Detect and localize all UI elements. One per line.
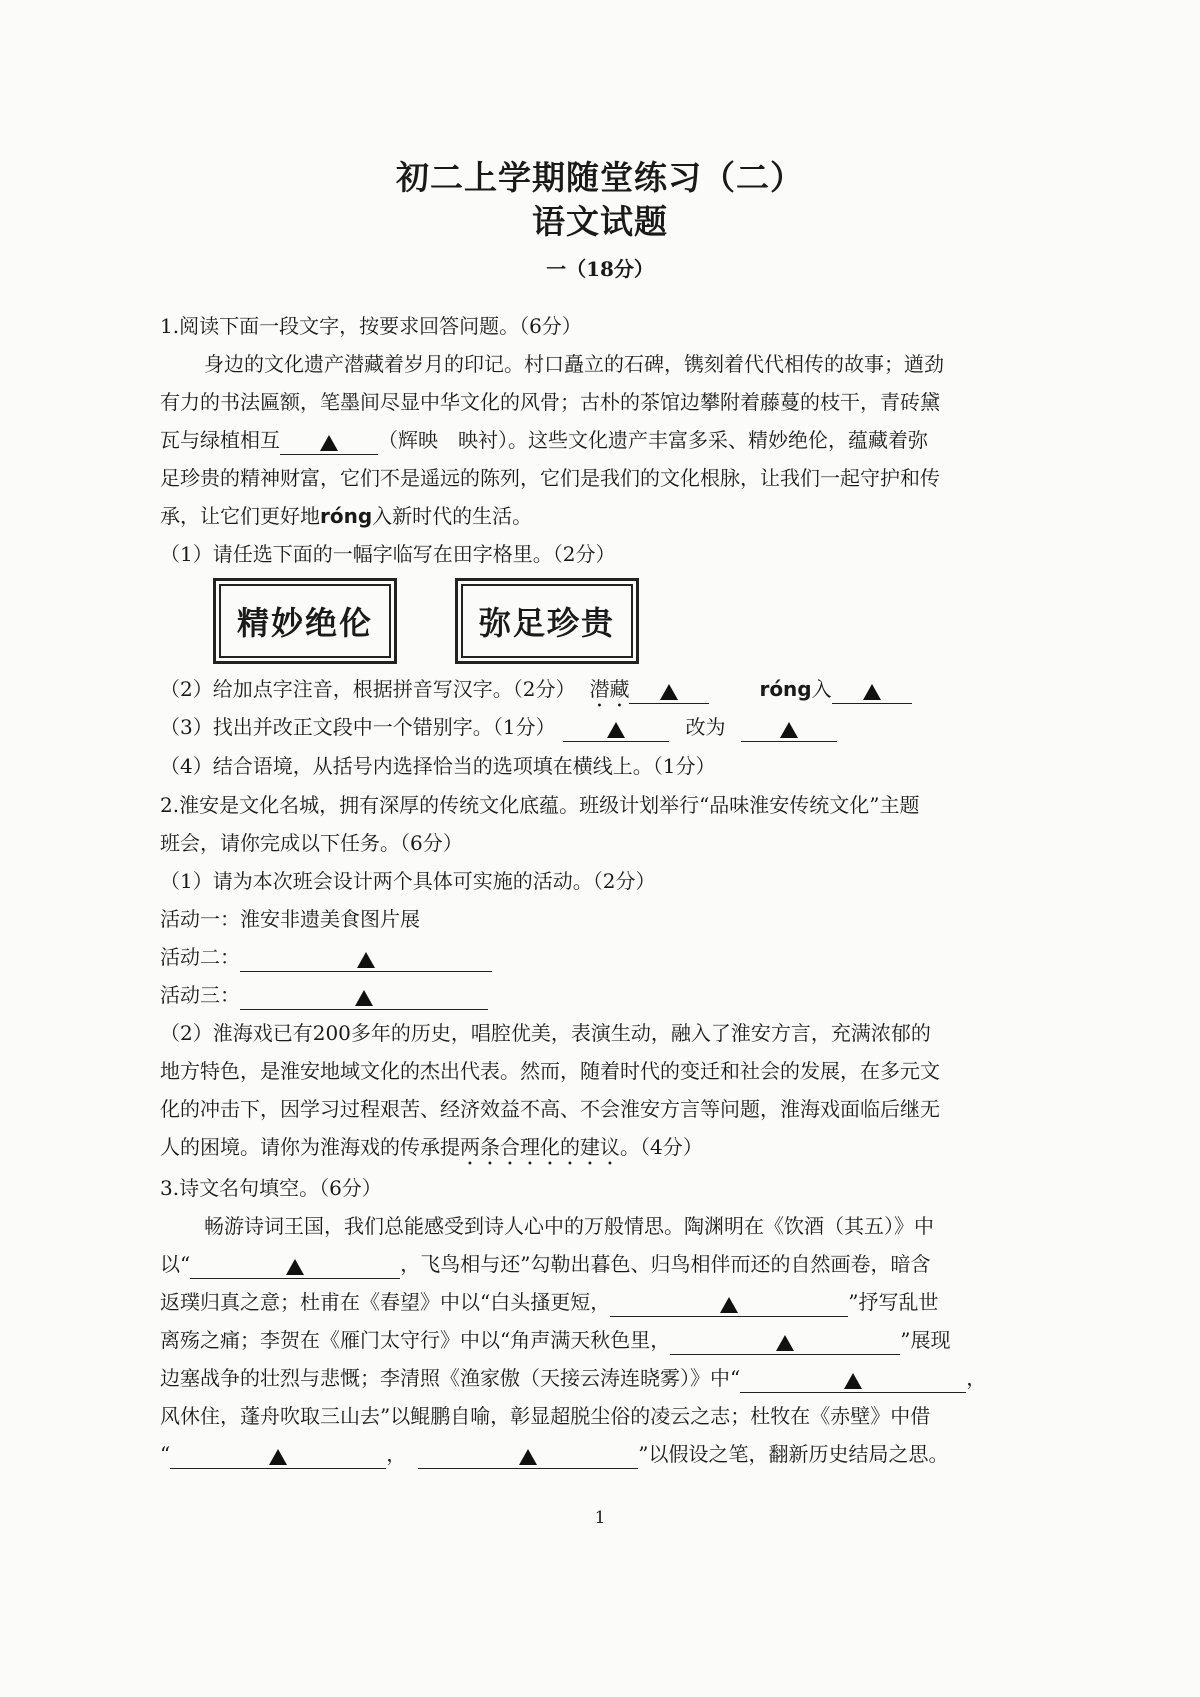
q2-sub2-line: 人的困境。请你为淮海戏的传承提两条合理化的建议。（4分） — [160, 1135, 703, 1159]
answer-blank[interactable] — [240, 987, 488, 1010]
q2-sub1: （1）请为本次班会设计两个具体可实施的活动。（2分） — [160, 869, 656, 893]
answer-blank[interactable] — [190, 1256, 400, 1279]
q1-sub1: （1）请任选下面的一幅字临写在田字格里。（2分） — [160, 542, 616, 566]
dotted-phrase: 两条合理化的建议 — [460, 1135, 620, 1159]
triangle-icon — [863, 684, 881, 700]
triangle-icon — [269, 1449, 287, 1465]
triangle-icon — [286, 1259, 304, 1275]
answer-blank[interactable] — [280, 432, 378, 455]
q2-stem: 2.淮安是文化名城，拥有深厚的传统文化底蕴。班级计划举行“品味淮安传统文化”主题 — [160, 793, 920, 817]
answer-blank[interactable] — [741, 719, 837, 742]
q1-passage-line: 身边的文化遗产潜藏着岁月的印记。村口矗立的石碑，镌刻着代代相传的故事；遒劲 — [204, 352, 944, 376]
answer-blank[interactable] — [670, 1332, 900, 1355]
answer-blank[interactable] — [740, 1370, 966, 1393]
calligraphy-box-1: 精妙绝伦 — [213, 578, 397, 664]
triangle-icon — [357, 952, 375, 968]
q2-sub2-line: （2）淮海戏已有200多年的历史，唱腔优美，表演生动，融入了淮安方言，充满浓郁的 — [160, 1021, 931, 1045]
q3-line: 以“ ，飞鸟相与还”勾勒出暮色、归鸟相伴而还的自然画卷，暗含 — [160, 1251, 1070, 1279]
q1-passage-line: 足珍贵的精神财富，它们不是遥远的陈列，它们是我们的文化根脉，让我们一起守护和传 — [160, 466, 940, 490]
section-heading: 一（18分） — [546, 257, 654, 281]
q1-passage-line: 有力的书法匾额，笔墨间尽显中华文化的风骨；古朴的茶馆边攀附着藤蔓的枝干，青砖黛 — [160, 390, 940, 414]
activity-2: 活动二： — [160, 944, 1070, 972]
triangle-icon — [720, 1297, 738, 1313]
exam-title: 初二上学期随堂练习（二） — [396, 158, 804, 197]
calligraphy-box-2: 弥足珍贵 — [455, 578, 639, 664]
q1-stem: 1.阅读下面一段文字，按要求回答问题。（6分） — [160, 314, 582, 338]
triangle-icon — [780, 722, 798, 738]
answer-blank[interactable] — [240, 949, 492, 972]
answer-blank[interactable] — [170, 1446, 386, 1469]
q3-line: 风休住，蓬舟吹取三山去”以鲲鹏自喻，彰显超脱尘俗的凌云之志；杜牧在《赤壁》中借 — [160, 1404, 931, 1428]
q3-line: 返璞归真之意；杜甫在《春望》中以“白头搔更短， ”抒写乱世 — [160, 1289, 1070, 1317]
triangle-icon — [519, 1449, 537, 1465]
triangle-icon — [776, 1335, 794, 1351]
q3-line: “ ， ”以假设之笔，翻新历史结局之思。 — [160, 1441, 1070, 1469]
triangle-icon — [607, 722, 625, 738]
triangle-icon — [320, 435, 338, 451]
dotted-word: 潜藏 — [589, 677, 630, 701]
triangle-icon — [660, 684, 678, 700]
q2-sub2-line: 化的冲击下，因学习过程艰苦、经济效益不高、不会淮安方言等问题，淮海戏面临后继无 — [160, 1097, 940, 1121]
q3-line: 边塞战争的壮烈与悲慨；李清照《渔家傲（天接云涛连晓雾）》中“ ， — [160, 1365, 1070, 1393]
answer-blank[interactable] — [610, 1294, 848, 1317]
triangle-icon — [355, 990, 373, 1006]
page-number: 1 — [594, 1508, 606, 1528]
answer-blank[interactable] — [629, 681, 709, 704]
q1-passage-line: 承，让它们更好地róng入新时代的生活。 — [160, 504, 533, 528]
answer-blank[interactable] — [832, 681, 912, 704]
pinyin-text: róng — [320, 504, 373, 528]
q1-sub4: （4）结合语境，从括号内选择恰当的选项填在横线上。（1分） — [160, 754, 716, 778]
q1-sub2: （2）给加点字注音，根据拼音写汉字。（2分） 潜藏 róng入 — [160, 676, 1070, 712]
q3-line: 畅游诗词王国，我们总能感受到诗人心中的万般情思。陶渊明在《饮酒（其五）》中 — [204, 1214, 934, 1238]
q2-sub2-line: 地方特色，是淮安地域文化的杰出代表。然而，随着时代的变迁和社会的发展，在多元文 — [160, 1059, 940, 1083]
pinyin-text: róng — [759, 677, 812, 701]
q3-line: 离殇之痛；李贺在《雁门太守行》中以“角声满天秋色里， ”展现 — [160, 1327, 1070, 1355]
q3-stem: 3.诗文名句填空。（6分） — [160, 1176, 382, 1200]
q1-sub3: （3）找出并改正文段中一个错别字。（1分） 改为 — [160, 714, 1070, 742]
exam-subtitle: 语文试题 — [532, 202, 668, 241]
activity-1: 活动一：淮安非遗美食图片展 — [160, 907, 420, 931]
q1-passage-line: 瓦与绿植相互 （辉映 映衬）。这些文化遗产丰富多采、精妙绝伦，蕴藏着弥 — [160, 427, 1070, 455]
answer-blank[interactable] — [563, 719, 669, 742]
triangle-icon — [844, 1373, 862, 1389]
answer-blank[interactable] — [418, 1446, 638, 1469]
activity-3: 活动三： — [160, 982, 1070, 1010]
q2-stem: 班会，请你完成以下任务。（6分） — [160, 831, 463, 855]
